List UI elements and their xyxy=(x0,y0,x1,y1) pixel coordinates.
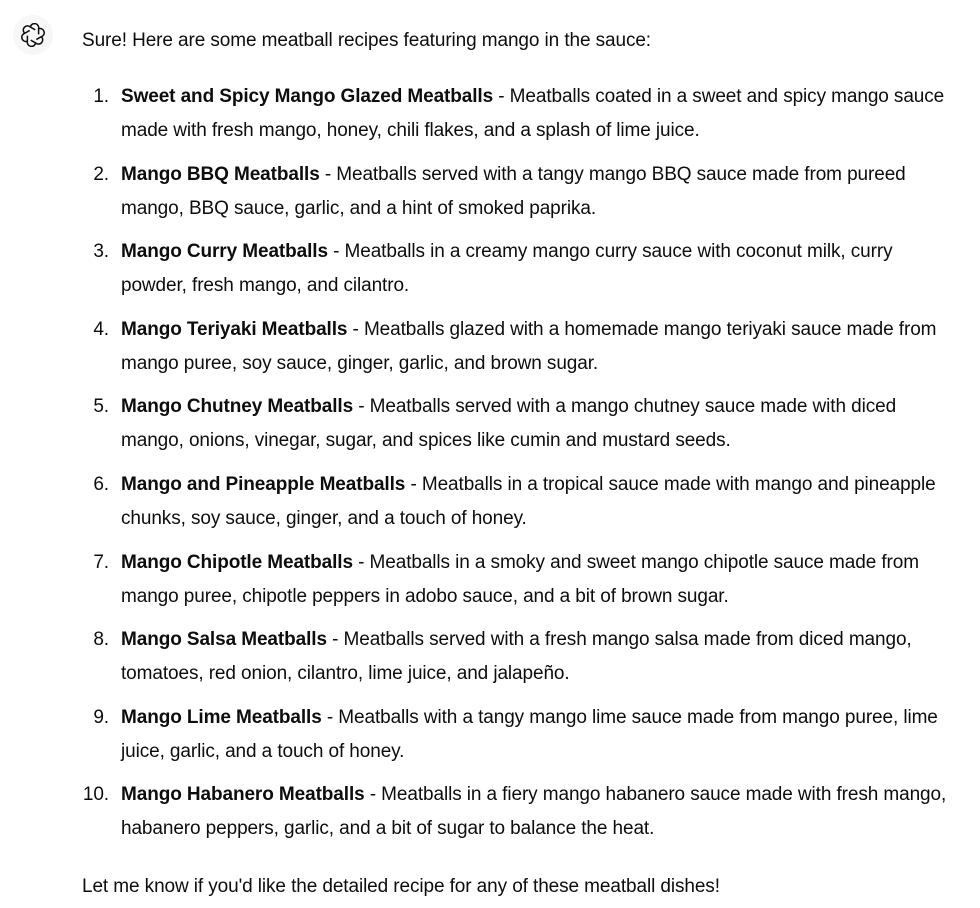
list-item xyxy=(82,623,952,691)
list-item xyxy=(82,701,952,769)
recipe-description: - Meatballs served with a fresh mango salsa made from diced mango, tomatoes, red onion, cilantro, lime juice, and jalapeño. xyxy=(121,629,912,685)
recipe-name: Mango Lime Meatballs xyxy=(121,706,322,728)
list-item xyxy=(82,390,952,458)
recipe-name: Mango BBQ Meatballs xyxy=(121,163,320,185)
list-number: 9. xyxy=(93,706,109,728)
recipe-description: - Meatballs in a fiery mango habanero sauce made with fresh mango, habanero peppers, garlic, and a bit of sugar to balance the heat. xyxy=(121,784,947,840)
recipe-name: Mango Teriyaki Meatballs xyxy=(121,318,348,340)
recipe-description: - Meatballs in a creamy mango curry sauce with coconut milk, curry powder, fresh mango, and cilantro. xyxy=(121,241,893,297)
list-number: 6. xyxy=(93,473,109,495)
recipe-name: Mango Curry Meatballs xyxy=(121,241,328,263)
recipe-name: Sweet and Spicy Mango Glazed Meatballs xyxy=(121,86,494,107)
recipe-description: - Meatballs with a tangy mango lime sauce made from mango puree, lime juice, garlic, and a touch of honey. xyxy=(121,706,938,762)
list-number: 3. xyxy=(93,241,109,263)
openai-logo-icon xyxy=(21,23,45,47)
list-number: 5. xyxy=(93,396,109,418)
recipe-description: - Meatballs glazed with a homemade mango teriyaki sauce made from mango puree, soy sauce, ginger, garlic, and brown sugar. xyxy=(121,318,937,374)
recipe-description: - Meatballs in a tropical sauce made with mango and pineapple chunks, soy sauce, ginger, and a touch of honey. xyxy=(121,473,936,529)
list-number: 1. xyxy=(93,86,109,107)
assistant-avatar xyxy=(13,15,53,55)
list-number: 8. xyxy=(93,629,109,651)
list-number: 2. xyxy=(93,163,109,185)
recipe-description: - Meatballs in a smoky and sweet mango chipotle sauce made from mango puree, chipotle peppers in adobo sauce, and a bit of brown sugar. xyxy=(121,551,919,607)
list-item xyxy=(82,313,952,381)
recipe-description: - Meatballs served with a mango chutney sauce made with diced mango, onions, vinegar, sugar, and spices like cumin and mustard seeds. xyxy=(121,396,897,452)
recipe-name: Mango Chipotle Meatballs xyxy=(121,551,353,573)
list-item xyxy=(82,778,952,846)
list-item xyxy=(82,546,952,614)
recipe-name: Mango Habanero Meatballs xyxy=(121,784,365,806)
recipe-name: Mango and Pineapple Meatballs xyxy=(121,473,406,495)
message-content xyxy=(82,24,952,904)
list-item xyxy=(82,235,952,303)
list-number: 7. xyxy=(93,551,109,573)
recipe-description: - Meatballs served with a tangy mango BBQ sauce made from pureed mango, BBQ sauce, garlic, and a hint of smoked paprika. xyxy=(121,163,906,219)
list-number: 10. xyxy=(82,784,109,806)
list-number: 4. xyxy=(93,318,109,340)
list-item xyxy=(82,468,952,536)
recipe-list xyxy=(82,80,952,846)
message-outro: Let me know if you'd like the detailed recipe for any of these meatball dishes! xyxy=(82,876,720,898)
list-item xyxy=(82,158,952,226)
message-intro: Sure! Here are some meatball recipes featuring mango in the sauce: xyxy=(82,30,651,51)
recipe-description: - Meatballs coated in a sweet and spicy mango sauce made with fresh mango, honey, chili flakes, and a splash of lime juice. xyxy=(121,86,945,141)
recipe-name: Mango Chutney Meatballs xyxy=(121,396,354,418)
recipe-name: Mango Salsa Meatballs xyxy=(121,629,327,651)
list-item xyxy=(82,80,952,148)
